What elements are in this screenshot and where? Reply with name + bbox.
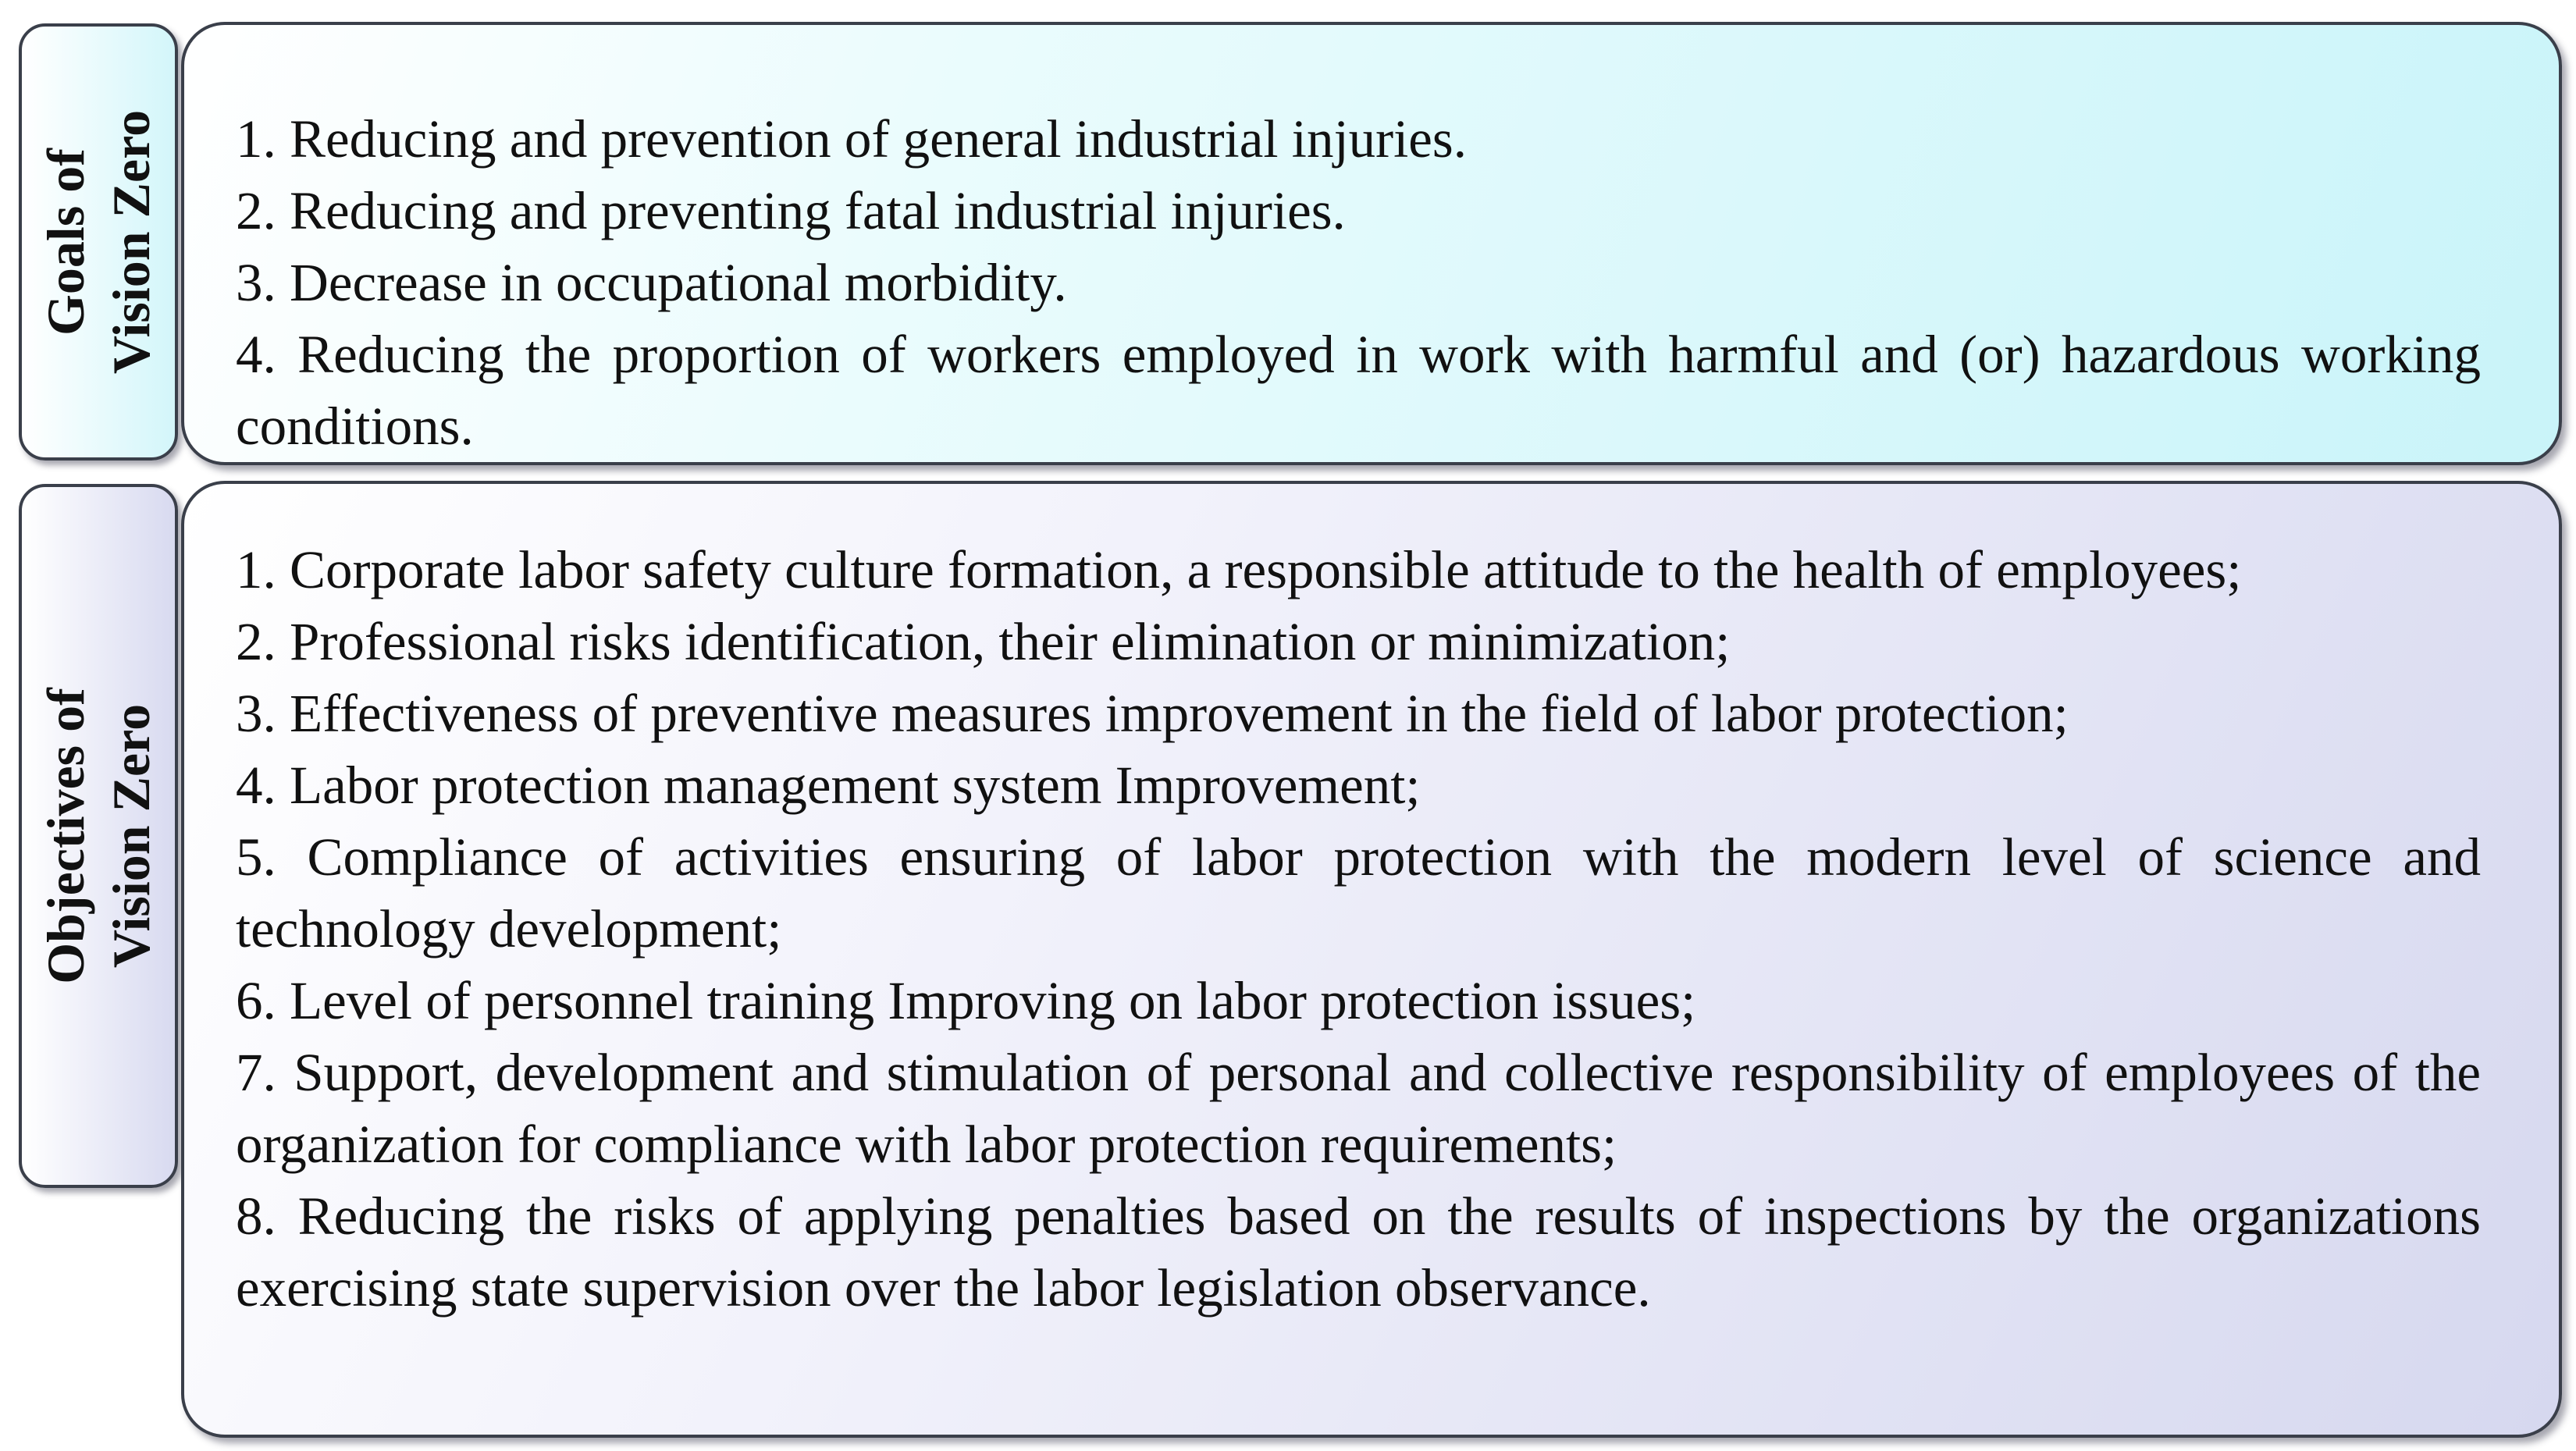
goals-item-3: 3. Decrease in occupational morbidity. bbox=[236, 253, 1067, 312]
goals-label-line1: Goals of bbox=[36, 148, 95, 336]
objectives-item-8: 8. Reducing the risks of applying penalties based on the results of inspections by the organizations exercising state supervision over the labor legislation observance. bbox=[236, 1186, 2481, 1318]
goals-label-line2: Vision Zero bbox=[101, 109, 161, 375]
objectives-label-line1: Objectives of bbox=[36, 688, 95, 984]
goals-item-1: 1. Reducing and prevention of general industrial injuries. bbox=[236, 109, 1467, 169]
goals-item-2: 2. Reducing and preventing fatal industrial injuries. bbox=[236, 181, 1346, 240]
objectives-item-3: 3. Effectiveness of preventive measures improvement in the field of labor protection; bbox=[236, 684, 2069, 743]
goals-list bbox=[236, 103, 2481, 462]
objectives-label-line2: Vision Zero bbox=[101, 703, 161, 969]
objectives-item-1: 1. Corporate labor safety culture formation, a responsible attitude to the health of employees; bbox=[236, 540, 2242, 599]
objectives-label bbox=[33, 688, 164, 984]
goals-item-4: 4. Reducing the proportion of workers employed in work with harmful and (or) hazardous working conditions. bbox=[236, 325, 2481, 456]
goals-label-tab bbox=[19, 23, 178, 461]
objectives-list bbox=[236, 534, 2481, 1324]
objectives-item-4: 4. Labor protection management system Improvement; bbox=[236, 756, 1421, 815]
goals-content-box bbox=[181, 22, 2562, 465]
objectives-item-7: 7. Support, development and stimulation of personal and collective responsibility of employees of the organization for compliance with labor protection requirements; bbox=[236, 1043, 2481, 1174]
objectives-label-tab bbox=[19, 484, 178, 1188]
objectives-content-box bbox=[181, 481, 2562, 1438]
objectives-item-5: 5. Compliance of activities ensuring of labor protection with the modern level of science and technology development; bbox=[236, 827, 2481, 958]
objectives-item-6: 6. Level of personnel training Improving on labor protection issues; bbox=[236, 971, 1696, 1030]
objectives-item-2: 2. Professional risks identification, their elimination or minimization; bbox=[236, 612, 1731, 671]
goals-label bbox=[33, 110, 164, 374]
